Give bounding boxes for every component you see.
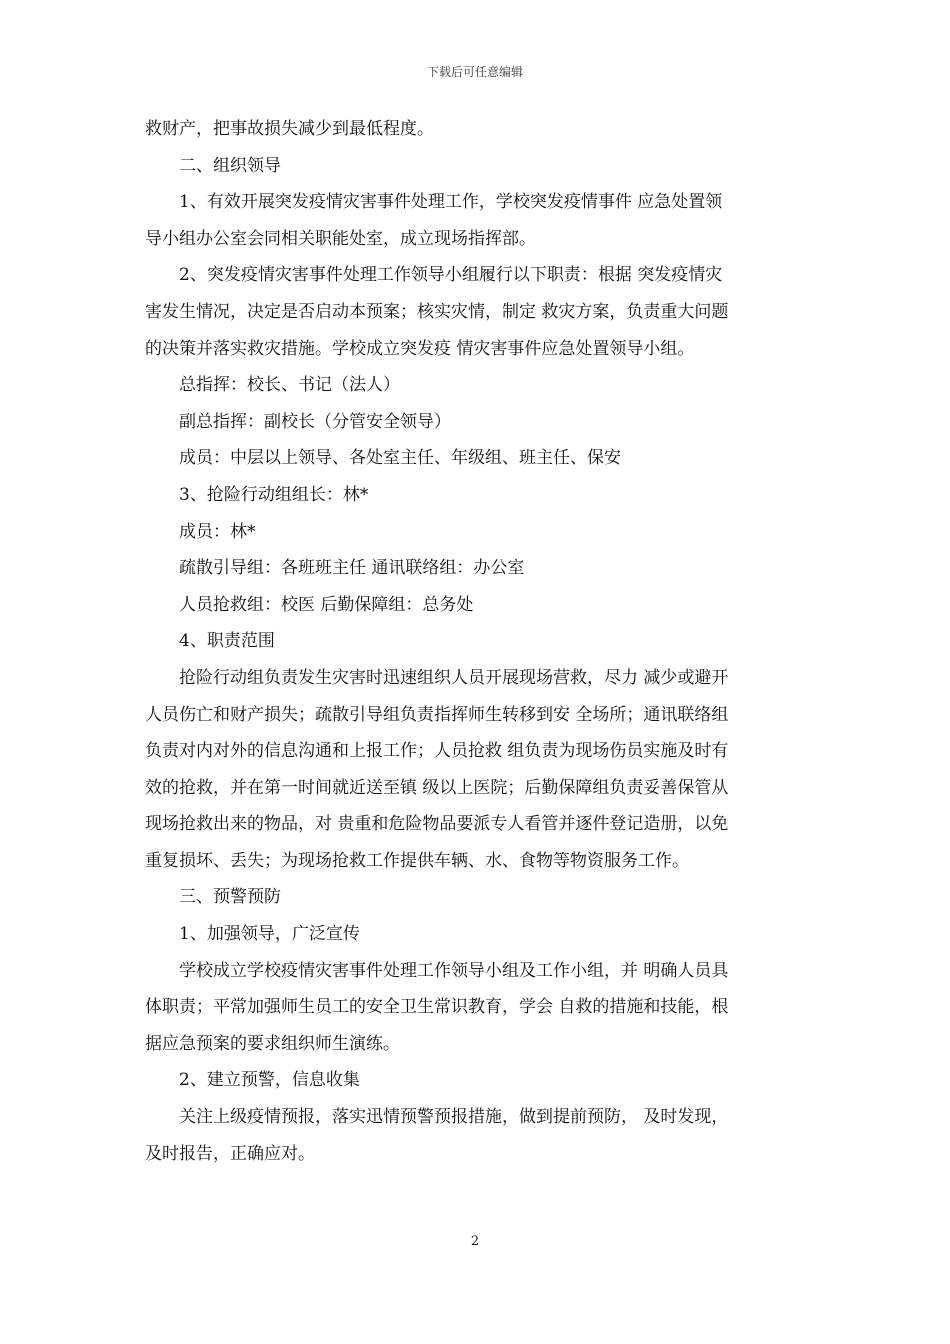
text-line: 3、抢险行动组组长：林* <box>179 484 369 505</box>
text-line: 据应急预案的要求组织师生演练。 <box>145 1033 400 1054</box>
text-line: 人员抢救组：校医 后勤保障组：总务处 <box>179 594 474 615</box>
text-line: 抢险行动组负责发生灾害时迅速组织人员开展现场营救，尽力 减少或避开 <box>179 667 729 688</box>
text-line: 现场抢救出来的物品，对 贵重和危险物品要派专人看管并逐件登记造册，以免 <box>145 814 729 835</box>
text-line: 害发生情况，决定是否启动本预案；核实灾情，制定 救灾方案，负责重大问题 <box>145 301 729 322</box>
text-line: 救财产，把事故损失减少到最低程度。 <box>145 119 434 139</box>
text-line: 重复损坏、丢失；为现场抢救工作提供车辆、水、食物等物资服务工作。 <box>145 850 689 871</box>
text-line: 成员：林* <box>179 521 256 542</box>
text-line: 疏散引导组：各班班主任 通讯联络组：办公室 <box>179 558 525 579</box>
text-line: 副总指挥：副校长（分管安全领导） <box>179 411 451 432</box>
text-line: 体职责；平常加强师生员工的安全卫生常识教育，学会 自救的措施和技能，根 <box>145 997 729 1018</box>
text-line: 导小组办公室会同相关职能处室，成立现场指挥部。 <box>145 228 536 249</box>
subsection-heading: 4、职责范围 <box>179 631 275 652</box>
text-line: 学校成立学校疫情灾害事件处理工作领导小组及工作小组，并 明确人员具 <box>179 960 729 981</box>
text-line: 2、突发疫情灾害事件处理工作领导小组履行以下职责：根据 突发疫情灾 <box>179 265 723 286</box>
text-line: 人员伤亡和财产损失；疏散引导组负责指挥师生转移到安 全场所；通讯联络组 <box>145 704 729 725</box>
text-line: 关注上级疫情预报，落实迅情预警预报措施，做到提前预防， 及时发现， <box>179 1107 729 1128</box>
text-line: 成员：中层以上领导、各处室主任、年级组、班主任、保安 <box>179 448 621 469</box>
document-body <box>145 118 815 1179</box>
text-line: 效的抢救，并在第一时间就近送至镇 级以上医院；后勤保障组负责妥善保管从 <box>145 777 729 798</box>
subsection-heading: 1、加强领导，广泛宣传 <box>179 924 360 945</box>
text-line: 1、有效开展突发疫情灾害事件处理工作，学校突发疫情事件 应急处置领 <box>179 192 723 213</box>
text-line: 的决策并落实救灾措施。学校成立突发疫 情灾害事件应急处置领导小组。 <box>145 338 695 359</box>
page-header: 下载后可任意编辑 <box>426 65 523 79</box>
text-line: 负责对内对外的信息沟通和上报工作；人员抢救 组负责为现场伤员实施及时有 <box>145 741 729 762</box>
text-line: 总指挥：校长、书记（法人） <box>179 375 400 396</box>
section-heading: 三、预警预防 <box>179 887 281 908</box>
section-heading: 二、组织领导 <box>179 155 281 176</box>
text-line: 及时报告，正确应对。 <box>145 1143 315 1164</box>
page-number: 2 <box>470 1234 480 1249</box>
subsection-heading: 2、建立预警，信息收集 <box>179 1070 360 1091</box>
